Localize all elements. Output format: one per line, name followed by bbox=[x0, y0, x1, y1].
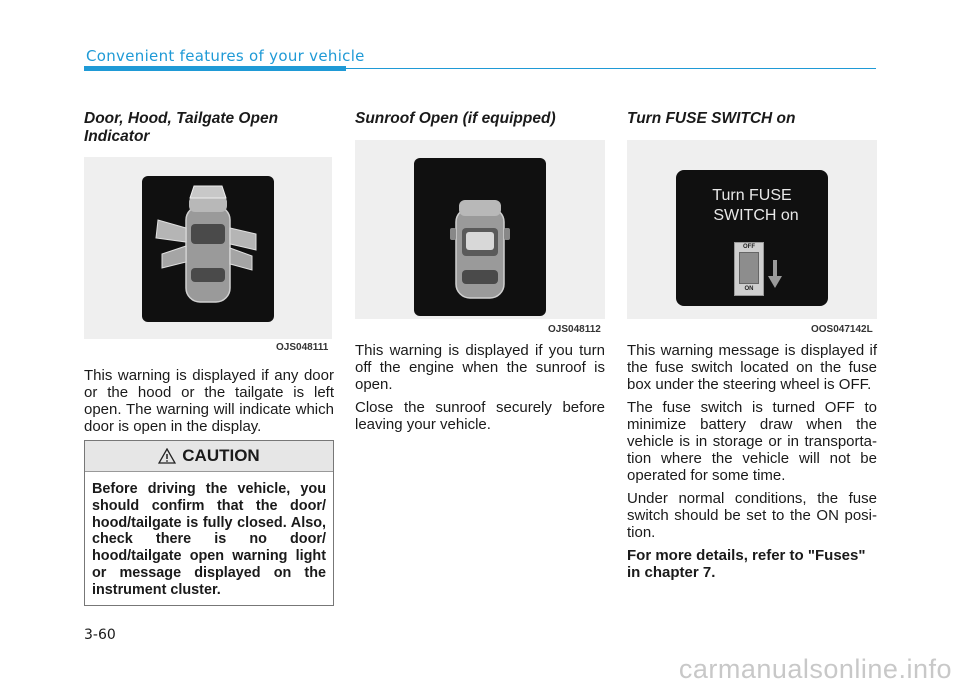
display-message-line2: SWITCH on bbox=[713, 207, 799, 224]
body-fuse-switch bbox=[627, 342, 877, 587]
cluster-display bbox=[142, 176, 274, 322]
figure-caption: OJS048111 bbox=[276, 342, 329, 353]
switch-lever bbox=[739, 252, 759, 284]
heading-fuse-switch: Turn FUSE SWITCH on bbox=[627, 110, 796, 127]
body-sunroof bbox=[355, 342, 605, 439]
switch-on-label: ON bbox=[744, 286, 754, 292]
header-rule-thin bbox=[346, 68, 876, 69]
figure-caption: OJS048112 bbox=[548, 324, 601, 335]
switch-off-label: OFF bbox=[743, 244, 755, 250]
body-door-indicator bbox=[84, 367, 334, 441]
fuse-switch-graphic bbox=[734, 242, 764, 296]
column-door-indicator bbox=[84, 110, 334, 146]
paragraph: The fuse switch is turned OFF to minimize battery draw when the vehicle is in storage or in transporta-tion where the vehicle will not be operated for some time. bbox=[627, 399, 877, 484]
section-title: Convenient features of your vehicle bbox=[86, 47, 365, 65]
reference-note: For more details, refer to "Fuses" in chapter 7. bbox=[627, 547, 866, 581]
watermark: carmanualsonline.info bbox=[678, 654, 952, 684]
caution-title: CAUTION bbox=[182, 446, 260, 465]
caution-text: Before driving the vehicle, you should confirm that the door/ hood/tailgate is fully closed. Also, check there is no door/ hood/tailgate open warning light or message displayed on the instrument cluster. bbox=[92, 481, 326, 598]
heading-door-indicator: Door, Hood, Tailgate Open Indicator bbox=[84, 110, 279, 145]
paragraph: Under normal conditions, the fuse switch should be set to the ON posi-tion. bbox=[627, 490, 877, 541]
caution-header bbox=[85, 441, 333, 472]
figure-sunroof bbox=[355, 140, 605, 319]
display-message-line1: Turn FUSE bbox=[712, 187, 792, 204]
car-doors-open-icon bbox=[142, 176, 274, 322]
caution-box bbox=[84, 440, 334, 606]
paragraph: This warning is displayed if you turn off the engine when the sunroof is open. bbox=[355, 342, 605, 393]
car-sunroof-open-icon bbox=[414, 158, 546, 316]
cluster-display bbox=[414, 158, 546, 316]
paragraph: This warning message is displayed if the fuse switch located on the fuse box under the steering wheel is OFF. bbox=[627, 342, 877, 393]
column-sunroof bbox=[355, 110, 605, 128]
page-number: 3-60 bbox=[84, 627, 116, 643]
cluster-display bbox=[676, 170, 828, 306]
figure-fuse-switch bbox=[627, 140, 877, 319]
arrow-down-icon bbox=[768, 260, 782, 288]
paragraph: This warning is displayed if any door or the hood or the tailgate is left open. The warning will indicate which door is open in the display. bbox=[84, 367, 334, 435]
header-rule-thick bbox=[84, 66, 346, 71]
heading-sunroof: Sunroof Open (if equipped) bbox=[355, 110, 556, 127]
warning-triangle-icon bbox=[158, 448, 176, 464]
paragraph: Close the sunroof securely before leaving your vehicle. bbox=[355, 399, 605, 433]
figure-door-open bbox=[84, 157, 332, 339]
figure-caption: OOS047142L bbox=[811, 324, 873, 335]
column-fuse-switch bbox=[627, 110, 877, 128]
